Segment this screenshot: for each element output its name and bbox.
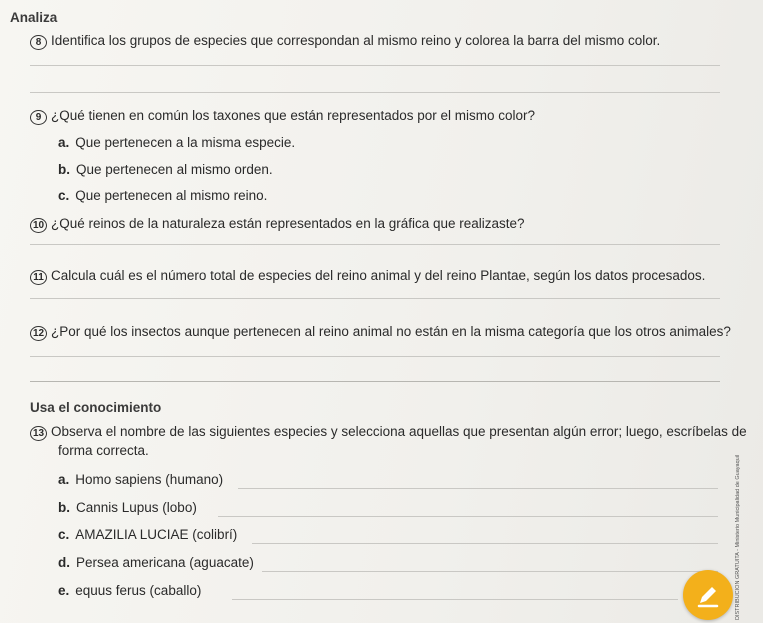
answer-line: [218, 516, 718, 517]
option-letter: d.: [58, 555, 70, 570]
option-9c: [58, 188, 267, 204]
option-text: Que pertenecen al mismo reino.: [75, 188, 268, 203]
option-letter: a.: [58, 472, 70, 487]
question-number: 13: [30, 426, 47, 441]
answer-line: [30, 298, 720, 299]
answer-line: [252, 543, 718, 544]
option-text: Que pertenecen al mismo orden.: [76, 162, 273, 177]
question-text: ¿Qué tienen en común los taxones que están representados por el mismo color?: [51, 108, 536, 123]
answer-line: [30, 65, 720, 66]
question-number: 11: [30, 270, 47, 285]
question-13-continuation: forma correcta.: [58, 443, 149, 458]
answer-line: [262, 571, 718, 572]
question-number: 9: [30, 110, 47, 125]
option-text: Homo sapiens (humano): [75, 472, 224, 487]
option-13b: [58, 500, 197, 516]
answer-line: [238, 488, 718, 489]
question-13: [30, 424, 747, 441]
side-credit-text: DISTRIBUCIÓN GRATUITA - Ministerio Municipalidad de Guayaquil: [735, 454, 741, 620]
answer-line: [30, 244, 720, 245]
question-text: ¿Qué reinos de la naturaleza están representados en la gráfica que realizaste?: [51, 216, 525, 231]
question-10: [30, 216, 525, 233]
question-8: [30, 33, 660, 50]
option-letter: b.: [58, 500, 70, 515]
option-letter: a.: [58, 135, 70, 150]
option-13c: [58, 527, 237, 543]
option-9a: [58, 135, 295, 151]
question-number: 10: [30, 218, 47, 233]
option-text: Persea americana (aguacate): [76, 555, 254, 570]
question-number: 12: [30, 326, 47, 341]
option-text: AMAZILIA LUCIAE (colibrí): [75, 527, 238, 542]
pencil-icon: [694, 581, 722, 609]
option-letter: c.: [58, 188, 70, 203]
option-letter: c.: [58, 527, 70, 542]
option-letter: b.: [58, 162, 70, 177]
question-number: 8: [30, 35, 47, 50]
answer-line: [232, 599, 678, 600]
option-text: Que pertenecen a la misma especie.: [75, 135, 296, 150]
option-13a: [58, 472, 223, 488]
question-11: [30, 268, 705, 285]
question-text: ¿Por qué los insectos aunque pertenecen al reino animal no están en la misma categoría que los otros animales?: [51, 324, 731, 339]
edit-button[interactable]: [683, 570, 733, 620]
option-text: Cannis Lupus (lobo): [76, 500, 197, 515]
section-title-usa-el-conocimiento: Usa el conocimiento: [30, 400, 162, 415]
answer-line: [30, 356, 720, 357]
option-9b: [58, 162, 273, 178]
question-9: [30, 108, 535, 125]
option-13d: [58, 555, 254, 571]
option-13e: [58, 583, 201, 599]
option-text: equus ferus (caballo): [75, 583, 202, 598]
answer-line: [30, 381, 720, 382]
question-12: [30, 324, 731, 341]
option-letter: e.: [58, 583, 70, 598]
answer-line: [30, 92, 720, 93]
question-text: Observa el nombre de las siguientes especies y selecciona aquellas que presentan algún error; luego, escríbelas de: [51, 424, 747, 439]
section-title-analiza: Analiza: [10, 10, 58, 25]
question-text: Identifica los grupos de especies que correspondan al mismo reino y colorea la barra del mismo color.: [51, 33, 661, 48]
question-text: Calcula cuál es el número total de especies del reino animal y del reino Plantae, según los datos procesados.: [51, 268, 706, 283]
